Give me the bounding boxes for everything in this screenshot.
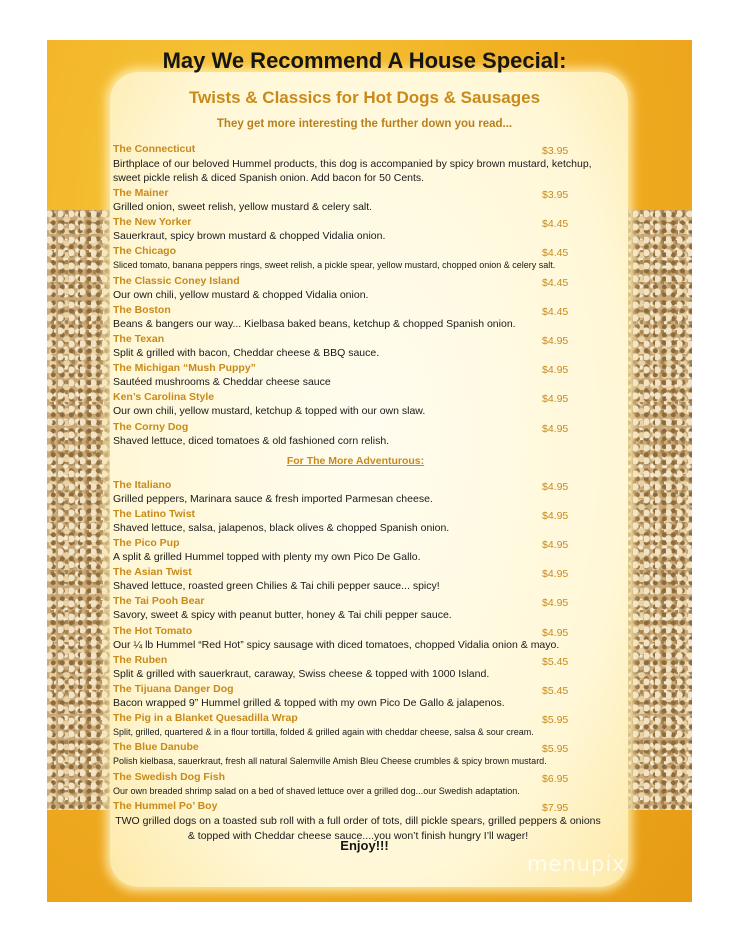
menu-item [113, 215, 613, 244]
item-name: The Connecticut [113, 143, 196, 155]
menu-item [113, 536, 613, 565]
menu-item [113, 274, 613, 303]
watermark-logo: menupix [527, 852, 626, 876]
item-price: $4.95 [542, 334, 569, 347]
menu-item [113, 420, 613, 449]
texture-right [622, 210, 692, 810]
item-price: $5.95 [542, 743, 569, 756]
item-name: The Pig in a Blanket Quesadilla Wrap [113, 712, 298, 725]
item-price: $5.45 [542, 655, 569, 668]
item-description: Our ¼ lb Hummel “Red Hot” spicy sausage with diced tomatoes, chopped Vidalia onion & mayo. [113, 638, 560, 651]
item-price: $4.95 [542, 509, 569, 522]
item-description: Grilled peppers, Marinara sauce & fresh imported Parmesan cheese. [113, 492, 433, 505]
item-price: $5.45 [542, 685, 569, 697]
menu-item [113, 507, 613, 536]
item-description: A split & grilled Hummel topped with plenty my own Pico De Gallo. [113, 551, 421, 564]
item-name: The Corny Dog [113, 420, 189, 433]
menu-item [113, 682, 613, 711]
item-name: The Classic Coney Island [113, 274, 240, 287]
menu-item [113, 799, 613, 843]
item-description: Our own chili, yellow mustard, ketchup & topped with our own slaw. [113, 405, 426, 418]
item-name: The Italiano [113, 478, 172, 491]
item-description: Bacon wrapped 9” Hummel grilled & topped with my own Pico De Gallo & jalapenos. [113, 697, 505, 709]
item-name: The Latino Twist [113, 507, 196, 520]
item-description: Grilled onion, sweet relish, yellow mustard & celery salt. [113, 201, 373, 213]
item-price: $4.95 [542, 480, 569, 493]
item-description: Sauerkraut, spicy brown mustard & chopped Vidalia onion. [113, 230, 386, 243]
menu-item [113, 332, 613, 361]
item-price: $5.95 [542, 714, 569, 727]
texture-left [47, 210, 117, 810]
item-price: $4.45 [542, 247, 569, 260]
item-name: The Hummel Po’ Boy [113, 799, 218, 812]
menu-item [113, 478, 613, 507]
item-price: $4.45 [542, 276, 569, 289]
closing-text: Enjoy!!! [340, 838, 389, 853]
item-price: $4.95 [542, 597, 569, 610]
item-name: The Ruben [113, 653, 168, 666]
item-description: Our own breaded shrimp salad on a bed of shaved lettuce over a grilled dog...our Swedish adaptation. [113, 785, 520, 796]
item-name: The Mainer [113, 187, 169, 199]
item-description: Birthplace of our beloved Hummel products, this dog is accompanied by spicy brown mustard, ketchup, sweet pickle relish & diced Spanish onion. Add bacon for 50 Cents. [113, 158, 592, 184]
item-description: Split, grilled, quartered & in a flour tortilla, folded & grilled again with cheddar cheese, salsa & sour cream. [113, 727, 534, 738]
item-price: $4.95 [542, 539, 569, 552]
item-name: The Pico Pup [113, 537, 180, 550]
item-name: The Swedish Dog Fish [113, 770, 226, 783]
item-name: The Tijuana Danger Dog [113, 683, 234, 695]
item-description: Split & grilled with bacon, Cheddar cheese & BBQ sauce. [113, 346, 380, 359]
menu-item [113, 390, 613, 419]
item-name: The Hot Tomato [113, 624, 193, 637]
item-name: The Tai Pooh Bear [113, 595, 205, 608]
item-price: $4.95 [542, 568, 569, 581]
menu-item [113, 653, 613, 682]
section-heading: For The More Adventurous: [286, 454, 425, 467]
menu-subtitle: Twists & Classics for Hot Dogs & Sausages [188, 88, 541, 107]
item-description: Savory, sweet & spicy with peanut butter, honey & Tai chili pepper sauce. [113, 609, 452, 622]
item-name: The Texan [113, 332, 165, 345]
item-price: $4.45 [542, 305, 569, 318]
item-price: $4.95 [542, 626, 569, 639]
item-name: The Boston [113, 303, 171, 316]
menu-item [113, 740, 613, 769]
item-name: The Asian Twist [113, 566, 192, 579]
item-name: The Chicago [113, 245, 177, 258]
item-description: Our own chili, yellow mustard & chopped Vidalia onion. [113, 288, 369, 301]
item-price: $4.95 [542, 393, 569, 406]
menu-item [113, 624, 613, 653]
item-description: Sautéed mushrooms & Cheddar cheese sauce [113, 376, 331, 389]
menu-item [113, 594, 613, 623]
menu-item [113, 186, 613, 215]
menu-item [113, 303, 613, 332]
menu-item [113, 770, 613, 799]
menu-item [113, 142, 613, 186]
item-price: $6.95 [542, 772, 569, 785]
item-price: $3.95 [542, 189, 569, 201]
item-description: Polish kielbasa, sauerkraut, fresh all natural Salemville Amish Bleu Cheese crumbles & spicy brown mustard. [113, 756, 547, 767]
menu-tagline: They get more interesting the further down you read... [216, 118, 513, 130]
item-price: $4.95 [542, 422, 569, 435]
menu-item [113, 565, 613, 594]
item-description: Shaved lettuce, salsa, jalapenos, black olives & chopped Spanish onion. [113, 521, 450, 534]
item-name: Ken’s Carolina Style [113, 391, 215, 404]
menu-items [113, 142, 613, 843]
menu-item [113, 244, 613, 273]
item-description: Split & grilled with sauerkraut, caraway, Swiss cheese & topped with 1000 Island. [113, 667, 490, 680]
item-description: Shaved lettuce, diced tomatoes & old fashioned corn relish. [113, 434, 390, 447]
menu-item [113, 361, 613, 390]
item-description: Shaved lettuce, roasted green Chilies & Tai chili pepper sauce... spicy! [113, 580, 440, 593]
item-name: The Blue Danube [113, 741, 199, 754]
item-description: Sliced tomato, banana peppers rings, sweet relish, a pickle spear, yellow mustard, chopped onion & celery salt. [113, 260, 556, 271]
item-description: Beans & bangers our way... Kielbasa baked beans, ketchup & chopped Spanish onion. [113, 317, 516, 330]
item-name: The New Yorker [113, 216, 192, 229]
item-price: $4.95 [542, 364, 569, 377]
menu-item [113, 711, 613, 740]
item-name: The Michigan “Mush Puppy” [113, 362, 256, 375]
item-price: $7.95 [542, 801, 569, 814]
item-price: $3.95 [542, 145, 569, 157]
item-price: $4.45 [542, 218, 569, 231]
item-description: TWO grilled dogs on a toasted sub roll with a full order of tots, dill pickle spears, grilled peppers & onions & topped with Cheddar cheese sauce....you won’t finish hungry I’ll wager! [115, 814, 601, 842]
menu-title: May We Recommend A House Special: [162, 48, 567, 73]
